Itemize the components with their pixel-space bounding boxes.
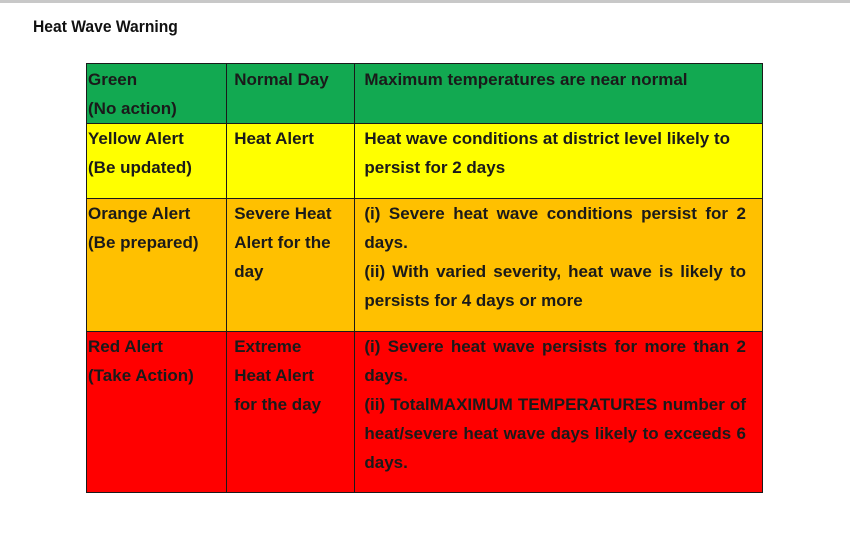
alert-description-line: (i) Severe heat wave conditions persist for 2 days. — [364, 204, 746, 252]
alert-type-line: Heat Alert — [234, 129, 314, 148]
alert-level-cell — [87, 199, 227, 332]
alert-action-label: (Be updated) — [88, 158, 192, 177]
alert-description-cell — [355, 199, 763, 332]
alert-description-cell — [355, 332, 763, 493]
alert-type-cell — [227, 124, 355, 199]
top-divider — [0, 0, 850, 3]
alert-description-cell — [355, 64, 763, 124]
alert-level-cell — [87, 124, 227, 199]
heat-wave-warning-table — [86, 63, 763, 493]
page-title: Heat Wave Warning — [33, 17, 178, 36]
alert-type-cell — [227, 199, 355, 332]
alert-type-line: Extreme — [234, 337, 302, 356]
alert-action-label: (No action) — [88, 99, 177, 118]
table-row-green — [87, 64, 763, 124]
alert-description-cell — [355, 124, 763, 199]
table-row-yellow — [87, 124, 763, 199]
alert-level-label: Green — [88, 70, 138, 89]
alert-description-line: (i) Severe heat wave persists for more than 2 days. — [364, 337, 746, 385]
table-row-orange — [87, 199, 763, 332]
alert-type-line: Normal Day — [234, 70, 329, 89]
alert-type-cell — [227, 332, 355, 493]
alert-type-line: day — [234, 262, 264, 281]
alert-description-line: Maximum temperatures are near normal — [364, 70, 688, 89]
alert-description-line: (ii) TotalMAXIMUM TEMPERATURES number of heat/severe heat wave days likely to exceeds 6 days. — [364, 395, 746, 472]
alert-type-line: Severe Heat — [234, 204, 332, 223]
alert-level-label: Yellow Alert — [88, 129, 184, 148]
alert-type-line: Heat Alert — [234, 366, 314, 385]
alert-type-cell — [227, 64, 355, 124]
table-row-red — [87, 332, 763, 493]
alert-description-line: Heat wave conditions at district level likely to persist for 2 days — [364, 129, 731, 177]
alert-level-cell — [87, 332, 227, 493]
alert-level-cell — [87, 64, 227, 124]
alert-level-label: Orange Alert — [88, 204, 191, 223]
alert-action-label: (Be prepared) — [88, 233, 199, 252]
alert-level-label: Red Alert — [88, 337, 163, 356]
alert-action-label: (Take Action) — [88, 366, 194, 385]
alert-type-line: for the day — [234, 395, 322, 414]
alert-description-line: (ii) With varied severity, heat wave is likely to persists for 4 days or more — [364, 262, 746, 310]
alert-type-line: Alert for the — [234, 233, 331, 252]
